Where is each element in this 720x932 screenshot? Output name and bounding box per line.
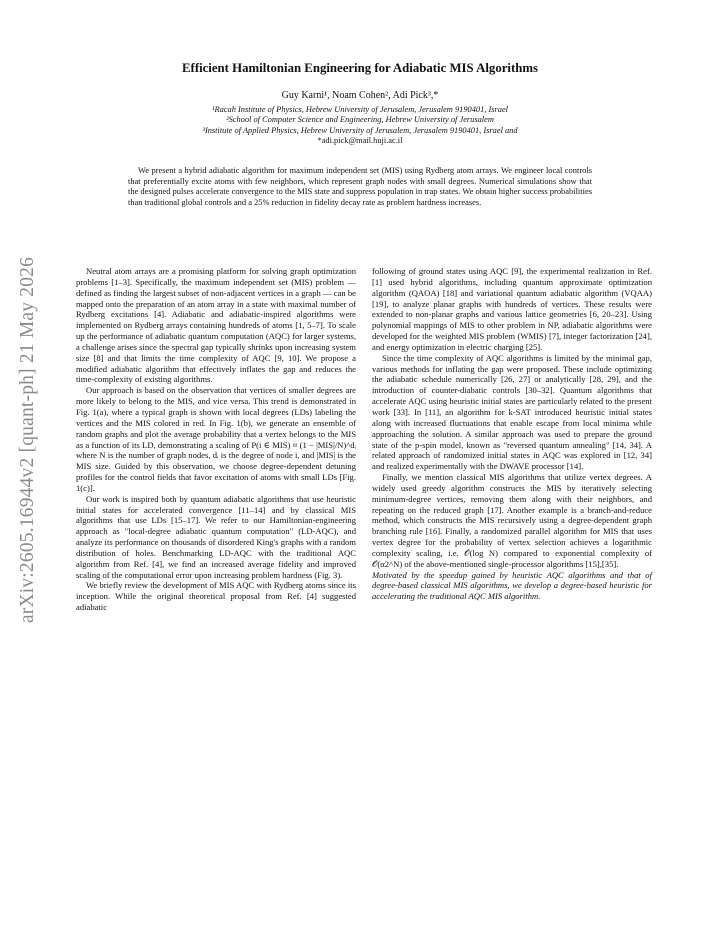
arxiv-identifier: arXiv:2605.16944v2 [quant-ph] 21 May 2026 — [17, 256, 39, 624]
paragraph: Neutral atom arrays are a promising platform for solving graph optimization problems [1–3]. Specifically, the maximum independent set (MIS) problem — defined as finding the largest subset of non-adjacent vertices in a graph — can be mapped onto the preparation of an atom array in a state with maximal number of Rydberg excitations [4]. Adiabatic and adiabatic-inspired algorithms were implemented on Rydberg arrays containing hundreds of atoms [1, 5–7]. To scale up the performance of adiabatic quantum computation (AQC) for larger systems, a challenge arises since the spectral gap typically shrinks upon increasing system size [8] and that limits the time complexity of AQC [9, 10]. We propose a modified adiabatic algorithm that effectively inflates the gap and reduces the time-complexity of existing algorithms. — [76, 266, 356, 385]
arxiv-sidebar-stamp — [8, 240, 48, 640]
motivation-text: Motivated by the speedup gained by heuristic AQC algorithms and that of degree-based classical MIS algorithms, we develop a degree-based heuristic for accelerating the traditional AQC MIS algorithm. — [372, 569, 652, 602]
affiliations — [80, 105, 640, 146]
left-column — [76, 266, 356, 613]
paragraph: Finally, we mention classical MIS algorithms that utilize vertex degrees. A widely used greedy algorithm constructs the MIS by iteratively selecting minimum-degree vertices, removing them along with their neighbors, and repeating on the reduced graph [17]. Another example is a branch-and-reduce method, which constructs the MIS recursively using a degree-dependent graph branching rule [16]. Finally, a randomized parallel algorithm for MIS that uses vertex degree for the probability of vertex selection achieves a logarithmic complexity scaling, i.e. 𝒪(log N) compared to exponential complexity of 𝒪(α2^N) of the above-mentioned single-processor algorithms [15],[35]. — [372, 472, 652, 569]
right-column — [372, 266, 652, 602]
affiliation-2: ²School of Computer Science and Engineering, Hebrew University of Jerusalem — [226, 115, 494, 125]
paragraph: Our work is inspired both by quantum adiabatic algorithms that use heuristic initial states for accelerated convergence [11–14] and by classical MIS algorithms that use LDs [15–17]. We refer to our Hamiltonian-engineering approach as "local-degree adiabatic quantum computation" (LD-AQC), and analyze its performance on thousands of disordered King's graphs with a random distribution of holes. Benchmarking LD-AQC with the traditional AQC algorithm from Ref. [4], we find an increased average fidelity and improved scaling of the computational error upon increasing problem hardness (Fig. 3). — [76, 493, 356, 580]
paragraph: We briefly review the development of MIS AQC with Rydberg atoms since its inception. While the original theoretical proposal from Ref. [4] suggested adiabatic — [76, 580, 356, 613]
paper-title: Efficient Hamiltonian Engineering for Adiabatic MIS Algorithms — [182, 61, 538, 75]
abstract: We present a hybrid adiabatic algorithm for maximum independent set (MIS) using Rydberg atom arrays. We engineer local controls that preferentially excite atoms with few neighbors, which represent graph nodes with small degrees. Numerical simulations show that the designed pulses accelerate convergence to the MIS state and suppress population in trap states. We obtain higher success probabilities than traditional global controls and a 25% reduction in fidelity decay rate as problem hardness increases. — [128, 165, 592, 208]
paragraph: following of ground states using AQC [9], the experimental realization in Ref. [1] used hybrid algorithms, including quantum approximate optimization algorithm (QAOA) [18] and variational quantum adiabatic algorithm (VQAA) [19], to analyze planar graphs with hundreds of vertices. These results were extended to non-planar graphs and various lattice geometries [6, 20–23]. Using polynomial mappings of MIS to other problem in NP, adiabatic algorithms were developed for the weighted MIS problem (WMIS) [7], integer factorization [24], and energy optimization in electric charging [25]. — [372, 266, 652, 352]
affiliation-1: ¹Racah Institute of Physics, Hebrew University of Jerusalem, Jerusalem 9190401, Israel — [212, 105, 508, 114]
paragraph: Since the time complexity of AQC algorithms is limited by the minimal gap, various methods for inflating the gap were proposed. These include optimizing the adiabatic schedule numerically [26, 27] or analytically [28, 29], and the introduction of counter-diabatic controls [30–32]. Quantum algorithms that accelerate AQC using heuristic initial states are particularly related to the present work [33]. In [11], an algorithm for k-SAT introduced heuristic initial states along with increased fluctuations that enable escape from local minima while approaching the solution. A similar approach was used to prepare the ground state of the p-spin model, known as "reversed quantum annealing" [14, 34]. A related approach of randomized initial states in AQC was explored in [12, 34] and realized experimentally with the DWAVE processor [14]. — [372, 352, 652, 472]
corresponding-email[interactable]: *adi.pick@mail.huji.ac.il — [317, 135, 403, 145]
paragraph: Our approach is based on the observation that vertices of smaller degrees are more likely to belong to the MIS, and vice versa. This trend is demonstrated in Fig. 1(a), where a typical graph is shown with local degrees (LDs) labeling the vertices and the MIS colored in red. In Fig. 1(b), we generate an ensemble of random graphs and plot the average probability that a vertex belongs to the MIS as a function of its LD, demonstrating a scaling of P(i ∈ MIS) ≈ (1 − |MIS|/N)^dᵢ where N is the number of graph nodes, dᵢ is the degree of node i, and |MIS| is the MIS size. Guided by this observation, we choose degree-dependent detuning profiles for the control fields that favor excitation of atoms with small LDs [Fig. 1(c)]. — [76, 385, 356, 493]
author-list: Guy Karni¹, Noam Cohen², Adi Pick³,* — [281, 90, 439, 101]
paragraph-italic-motivation — [372, 570, 652, 603]
affiliation-3: ³Institute of Applied Physics, Hebrew University of Jerusalem, Jerusalem 9190401, Israel and — [202, 125, 518, 135]
